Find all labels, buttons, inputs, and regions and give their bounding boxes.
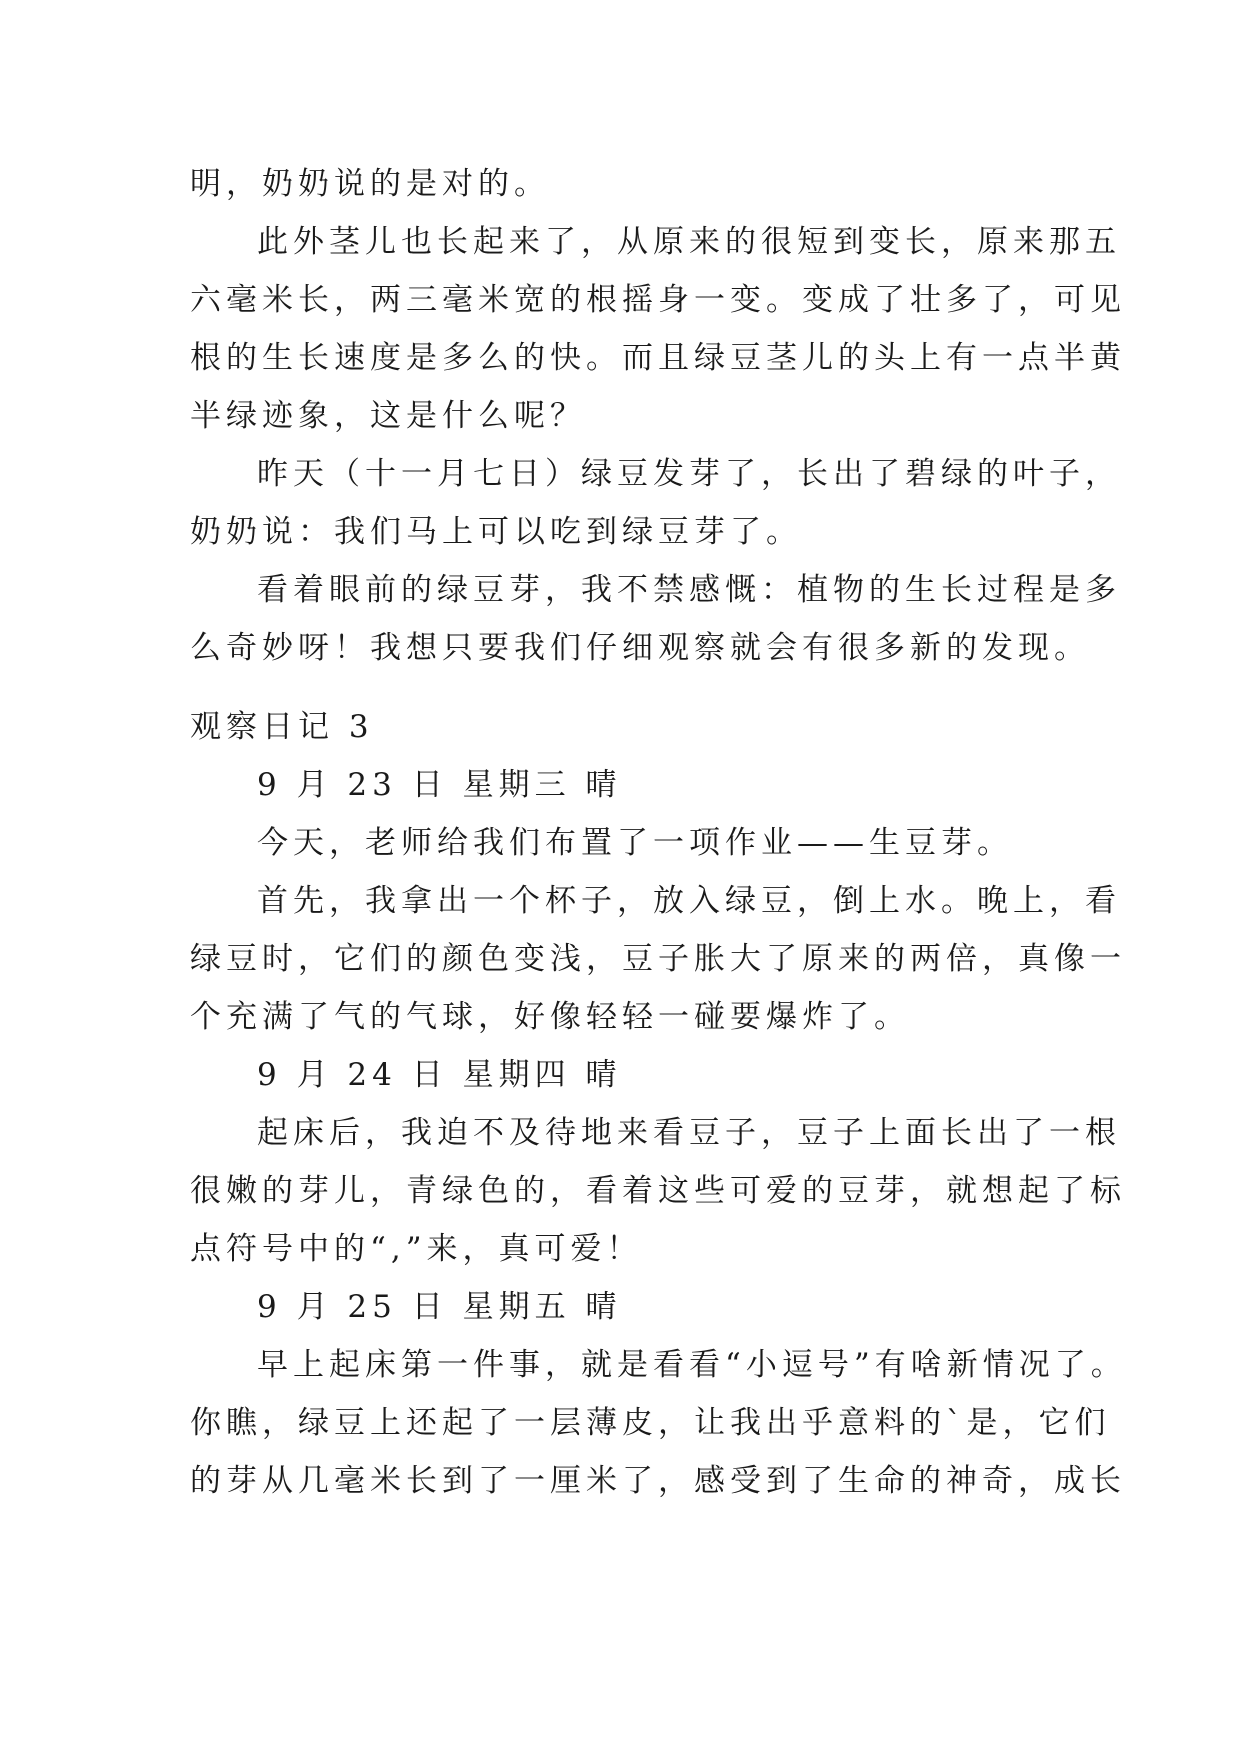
paragraph-line: 半绿迹象，这是什么呢？ xyxy=(190,398,586,434)
paragraph-line: 点符号中的“,”来，真可爱！ xyxy=(190,1231,643,1267)
document-body xyxy=(190,155,1127,1510)
date-heading: 9 月 24 日 星期四 晴 xyxy=(257,1057,622,1093)
paragraph-line: 很嫩的芽儿，青绿色的，看着这些可爱的豆芽，就想起了标 xyxy=(190,1173,1126,1209)
paragraph-line: 个充满了气的气球，好像轻轻一碰要爆炸了。 xyxy=(190,999,910,1035)
paragraph-line: 明，奶奶说的是对的。 xyxy=(190,166,550,202)
paragraph-line: 起床后，我迫不及待地来看豆子，豆子上面长出了一根 xyxy=(257,1115,1121,1151)
paragraph-line: 早上起床第一件事，就是看看“小逗号”有啥新情况了。 xyxy=(257,1347,1127,1383)
paragraph-line: 你瞧，绿豆上还起了一层薄皮，让我出乎意料的`是，它们 xyxy=(190,1405,1111,1441)
paragraph-line: 绿豆时，它们的颜色变浅，豆子胀大了原来的两倍，真像一 xyxy=(190,941,1126,977)
paragraph-line: 的芽从几毫米长到了一厘米了，感受到了生命的神奇，成长 xyxy=(190,1463,1126,1499)
paragraph-line: 根的生长速度是多么的快。而且绿豆茎儿的头上有一点半黄 xyxy=(190,340,1126,376)
paragraph-line: 奶奶说：我们马上可以吃到绿豆芽了。 xyxy=(190,514,802,550)
date-heading: 9 月 23 日 星期三 晴 xyxy=(257,767,622,803)
section-title: 观察日记 3 xyxy=(190,709,374,745)
paragraph-line: 昨天（十一月七日）绿豆发芽了，长出了碧绿的叶子， xyxy=(257,456,1121,492)
paragraph-line: 首先，我拿出一个杯子，放入绿豆，倒上水。晚上，看 xyxy=(257,883,1121,919)
paragraph-line: 看着眼前的绿豆芽，我不禁感慨：植物的生长过程是多 xyxy=(257,572,1121,608)
paragraph-line: 此外茎儿也长起来了，从原来的很短到变长，原来那五 xyxy=(257,224,1121,260)
paragraph-line: 六毫米长，两三毫米宽的根摇身一变。变成了壮多了，可见 xyxy=(190,282,1126,318)
date-heading: 9 月 25 日 星期五 晴 xyxy=(257,1289,622,1325)
paragraph-line: 今天，老师给我们布置了一项作业——生豆芽。 xyxy=(257,825,1013,861)
paragraph-line: 么奇妙呀！我想只要我们仔细观察就会有很多新的发现。 xyxy=(190,630,1090,666)
